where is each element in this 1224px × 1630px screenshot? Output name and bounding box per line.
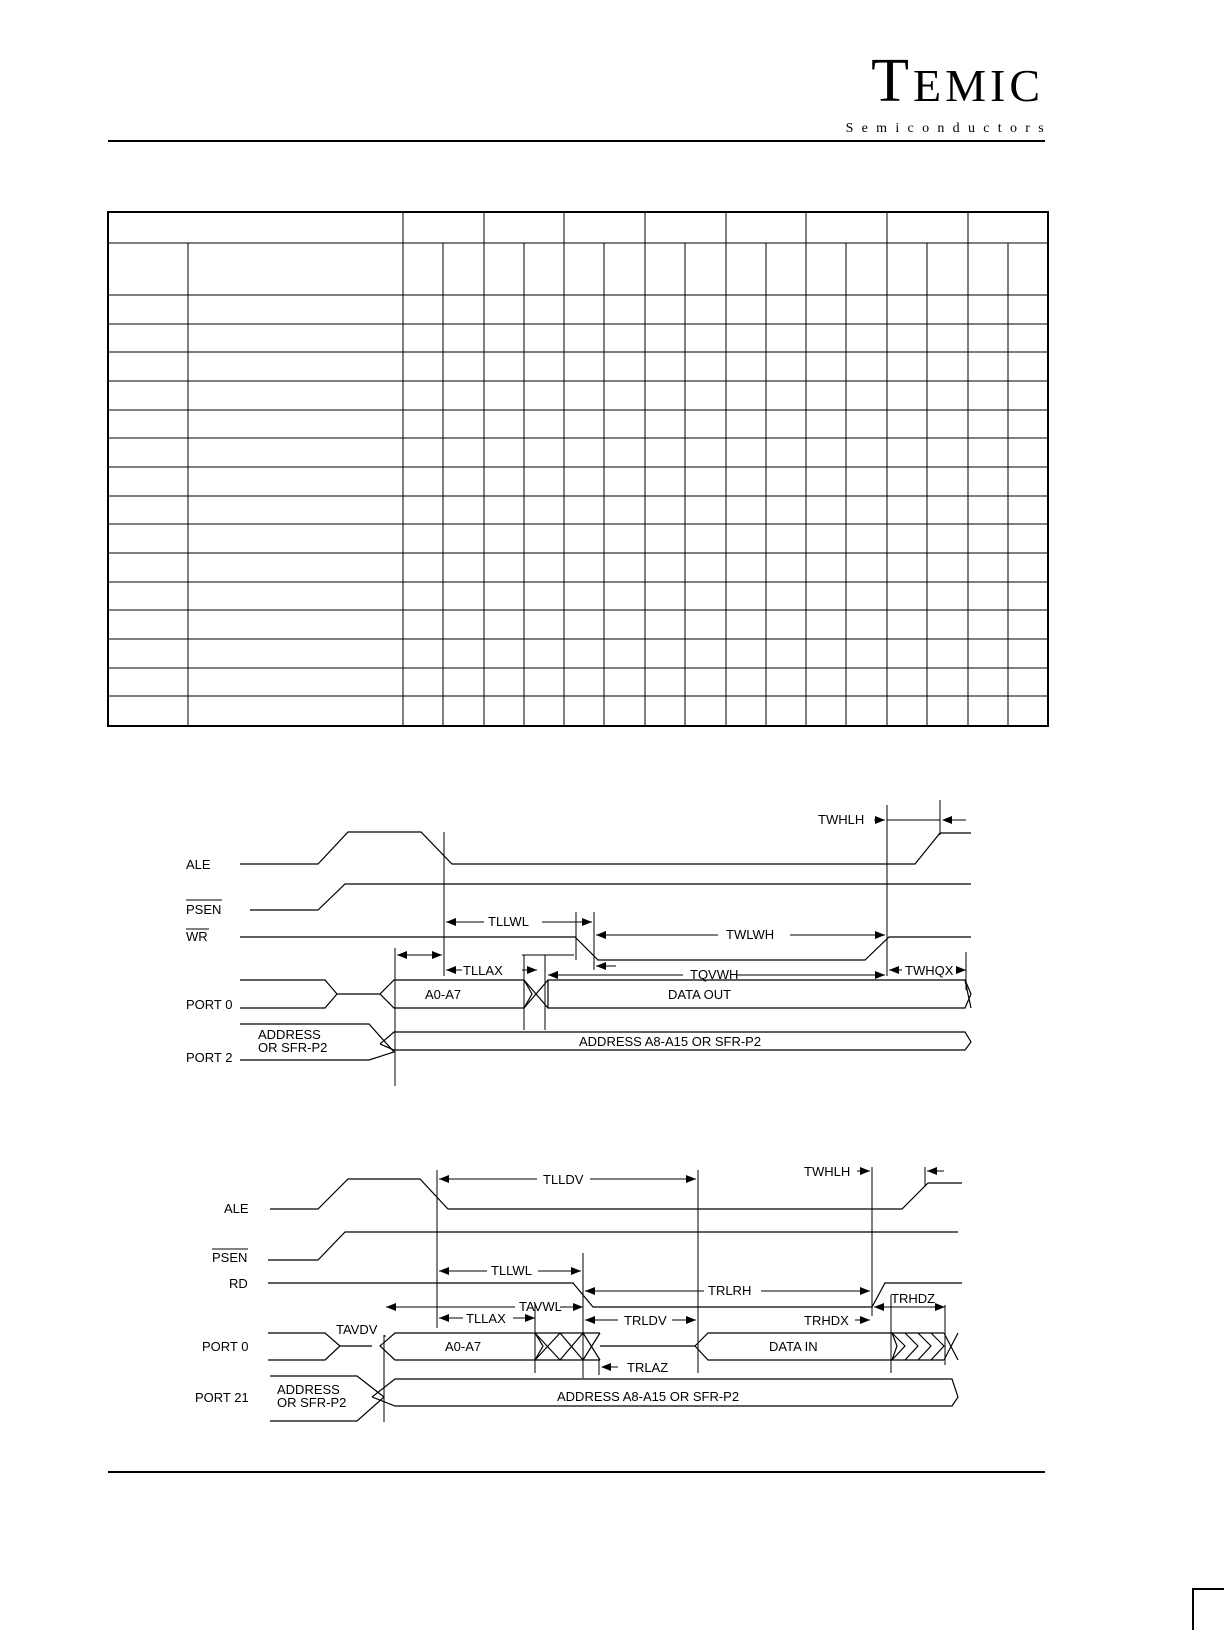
d2-tavwl-label: TAVWL [519,1299,562,1314]
d2-ale-label: ALE [224,1201,249,1216]
table-border [108,212,1048,726]
d2-rd-waveform [268,1283,962,1307]
d1-wr-label: WR [186,929,208,944]
wr-waveform [240,937,971,960]
d1-port2-label: PORT 2 [186,1050,233,1065]
d2-address-line2: OR SFR-P2 [277,1395,347,1410]
d2-address-bus-label: ADDRESS A8-A15 OR SFR-P2 [557,1389,740,1404]
d1-port0-label: PORT 0 [186,997,233,1012]
write-cycle-labels [186,812,954,1065]
logo-initial: T [871,47,913,115]
d2-tllax-label: TLLAX [466,1311,506,1326]
d2-ale-waveform [270,1179,962,1209]
d1-address-line1: ADDRESS [258,1027,321,1042]
read-cycle-labels [195,1164,935,1410]
d2-rd-label: RD [229,1276,248,1291]
d2-tavdv-label: TAVDV [336,1322,378,1337]
d2-trlaz-label: TRLAZ [627,1360,669,1375]
d1-address-line2: OR SFR-P2 [258,1040,328,1055]
port0-waveform-pre [240,980,337,1008]
d1-psen-label: PSEN [186,902,222,917]
d2-twhlh-label: TWHLH [804,1164,851,1179]
d1-twhqx-label: TWHQX [905,963,954,978]
d1-twlwh-label: TWLWH [726,927,775,942]
logo-rest: EMIC [913,60,1044,111]
d1-data-out-label: DATA OUT [668,987,732,1002]
d2-address-line1: ADDRESS [277,1382,340,1397]
d1-tllwl-label: TLLWL [488,914,529,929]
d1-ale-label: ALE [186,857,211,872]
d1-a0a7-label: A0-A7 [425,987,462,1002]
d1-tqvwh-label: TQVWH [690,967,739,982]
d2-trldv-label: TRLDV [624,1313,667,1328]
d2-trlrh-label: TRLRH [708,1283,752,1298]
logo-subtitle: Semiconductors [845,121,1052,136]
d2-tllwl-label: TLLWL [491,1263,532,1278]
d2-trhdz-label: TRHDZ [891,1291,936,1306]
d2-tlldv-label: TLLDV [543,1172,584,1187]
d2-trhdx-label: TRHDX [804,1313,849,1328]
d1-address-bus-label: ADDRESS A8-A15 OR SFR-P2 [579,1034,762,1049]
d2-psen-waveform [268,1232,958,1260]
ale-waveform [240,832,971,864]
d2-port21-label: PORT 21 [195,1390,249,1405]
d2-port0-waveform-pre [268,1333,340,1360]
table-grid [108,212,1048,726]
psen-waveform [250,884,971,910]
d1-tllax-label: TLLAX [463,963,503,978]
port0-data-out-bus [548,980,971,1008]
d2-port0-label: PORT 0 [202,1339,249,1354]
empty-table [108,212,1048,726]
d1-twhlh-label: TWHLH [818,812,865,827]
d2-psen-label: PSEN [212,1250,248,1265]
d2-data-in-label: DATA IN [769,1339,818,1354]
write-arrowheads [397,816,966,979]
d2-a0a7-label: A0-A7 [445,1339,482,1354]
